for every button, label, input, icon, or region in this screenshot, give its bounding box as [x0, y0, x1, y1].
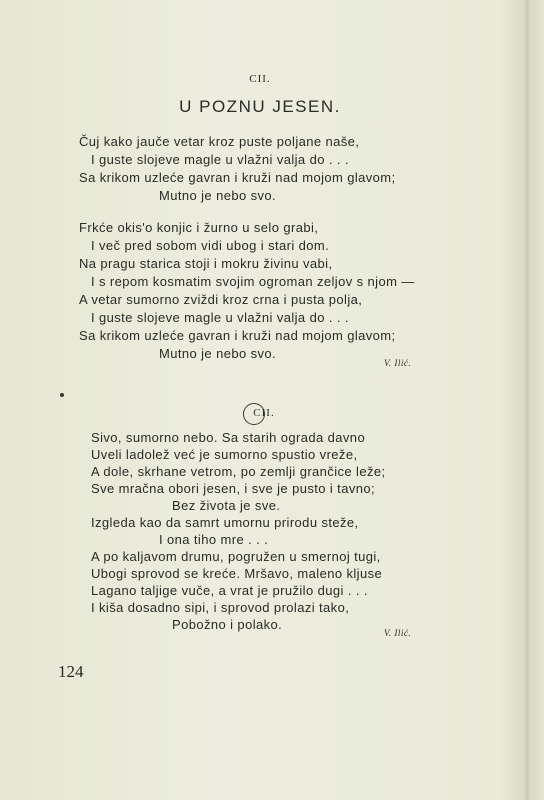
- poem2-line: Ubogi sprovod se kreće. Mršavo, maleno kljuse: [91, 566, 383, 581]
- poem1-line: Sa krikom uzleće gavran i kruži nad mojom glavom;: [79, 170, 396, 185]
- poem2-line: Sve mračna obori jesen, i sve je pusto i tavno;: [91, 481, 375, 496]
- poem2-number: CII.: [253, 407, 275, 419]
- poem2-line: Sivo, sumorno nebo. Sa starih ograda davno: [91, 430, 366, 445]
- poem2-line: I kiša dosadno sipi, i sprovod prolazi tako,: [91, 600, 350, 615]
- poem1-line: I s repom kosmatim svojim ogroman zeljov s njom —: [91, 274, 415, 289]
- poem1-line: Na pragu starica stoji i mokru živinu vabi,: [79, 256, 333, 271]
- poem2-line: Pobožno i polako.: [172, 617, 283, 632]
- poem2-line: A po kaljavom drumu, pogružen u smernoj tugi,: [91, 549, 381, 564]
- poem1-line: Mutno je nebo svo.: [159, 188, 277, 203]
- poem2-line: Lagano taljige vuče, a vrat je pružilo dugi . . .: [91, 583, 368, 598]
- poem1-number: CII.: [249, 73, 271, 85]
- poem1-line: I guste slojeve magle u vlažni valja do . . .: [91, 310, 349, 325]
- poem2-line: Bez života je sve.: [172, 498, 281, 513]
- poem2-line: I ona tiho mre . . .: [159, 532, 269, 547]
- page-gutter-shadow: [524, 0, 530, 800]
- ink-dot: [60, 393, 64, 397]
- poem1-line: Frkće okis'o konjic i žurno u selo grabi,: [79, 220, 319, 235]
- poem1-line: I guste slojeve magle u vlažni valja do . . .: [91, 152, 349, 167]
- poem1-line: Čuj kako jauče vetar kroz puste poljane naše,: [79, 134, 360, 149]
- poem1-line: I več pred sobom vidi ubog i stari dom.: [91, 238, 330, 253]
- poem1-signature: V. Ilić.: [384, 358, 412, 368]
- poem2-line: A dole, skrhane vetrom, po zemlji grančice leže;: [91, 464, 386, 479]
- poem1-line: A vetar sumorno zviždi kroz crna i pusta polja,: [79, 292, 363, 307]
- poem1-line: Mutno je nebo svo.: [159, 346, 277, 361]
- poem2-line: Uveli ladolež već je sumorno spustio vreže,: [91, 447, 358, 462]
- poem1-line: Sa krikom uzleće gavran i kruži nad mojom glavom;: [79, 328, 396, 343]
- poem2-signature: V. Ilić.: [384, 628, 412, 638]
- page-number: 124: [58, 662, 84, 681]
- poem1-title: U POZNU JESEN.: [179, 97, 341, 116]
- poem2-line: Izgleda kao da samrt umornu prirodu steže,: [91, 515, 359, 530]
